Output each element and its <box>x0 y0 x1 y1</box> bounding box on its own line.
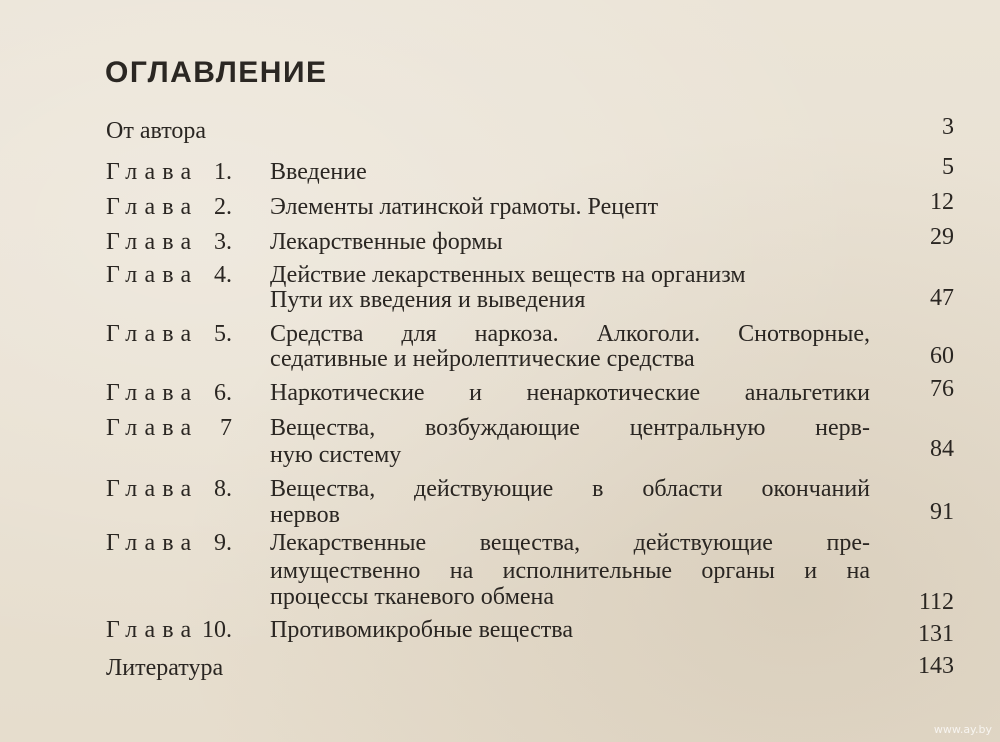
page-number: 143 <box>918 653 954 679</box>
page-number: 47 <box>930 285 954 311</box>
chapter-number: 1. <box>214 159 232 185</box>
chapter-label: Глава <box>106 415 199 441</box>
chapter-number: 7 <box>220 415 232 441</box>
chapter-label: Глава <box>106 530 199 556</box>
entry-title: От автора <box>106 118 207 144</box>
chapter-number: 9. <box>214 530 232 556</box>
entry-title: Наркотические и ненаркотические анальгетики <box>270 380 870 406</box>
page-number: 91 <box>930 499 954 525</box>
entry-title: Литература <box>106 655 224 681</box>
page-number: 76 <box>930 376 954 402</box>
page-title: ОГЛАВЛЕНИЕ <box>105 56 328 89</box>
page-number: 3 <box>942 114 954 140</box>
chapter-number: 10. <box>202 617 232 643</box>
entry-title-line: Вещества, возбуждающие центральную нерв- <box>270 415 870 441</box>
entry-title-line: нервов <box>270 502 340 528</box>
chapter-label: Глава <box>106 380 199 406</box>
page-number: 5 <box>942 154 954 180</box>
entry-title-line: имущественно на исполнительные органы и на <box>270 558 870 584</box>
page-number: 12 <box>930 189 954 215</box>
entry-title-line: Лекарственные вещества, действующие пре- <box>270 530 870 556</box>
chapter-label: Глава <box>106 321 199 347</box>
chapter-label: Глава <box>106 229 199 255</box>
watermark: www.ay.by <box>933 723 992 736</box>
entry-title-line: ную систему <box>270 442 402 468</box>
chapter-label: Глава <box>106 159 199 185</box>
entry-title: Противомикробные вещества <box>270 617 573 643</box>
chapter-label: Глава <box>106 617 199 643</box>
entry-title-line: Действие лекарственных веществ на организм <box>270 262 746 288</box>
page-number: 131 <box>918 621 954 647</box>
chapter-number: 4. <box>214 262 232 288</box>
page-number: 60 <box>930 343 954 369</box>
chapter-label: Глава <box>106 262 199 288</box>
page-number: 112 <box>918 589 954 615</box>
chapter-label: Глава <box>106 194 199 220</box>
chapter-number: 5. <box>214 321 232 347</box>
entry-title-line: седативные и нейролептические средства <box>270 346 695 372</box>
entry-title-line: процессы тканевого обмена <box>270 584 555 610</box>
chapter-number: 6. <box>214 380 232 406</box>
chapter-number: 8. <box>214 476 232 502</box>
chapter-number: 2. <box>214 194 232 220</box>
entry-title-line: Пути их введения и выведения <box>270 287 586 313</box>
chapter-label: Глава <box>106 476 199 502</box>
entry-title-line: Средства для наркоза. Алкоголи. Снотворные, <box>270 321 870 347</box>
page-number: 84 <box>930 436 954 462</box>
chapter-number: 3. <box>214 229 232 255</box>
entry-title: Элементы латинской грамоты. Рецепт <box>270 194 659 220</box>
entry-title-line: Вещества, действующие в области окончаний <box>270 476 870 502</box>
page-number: 29 <box>930 224 954 250</box>
entry-title: Введение <box>270 159 367 185</box>
entry-title: Лекарственные формы <box>270 229 503 255</box>
